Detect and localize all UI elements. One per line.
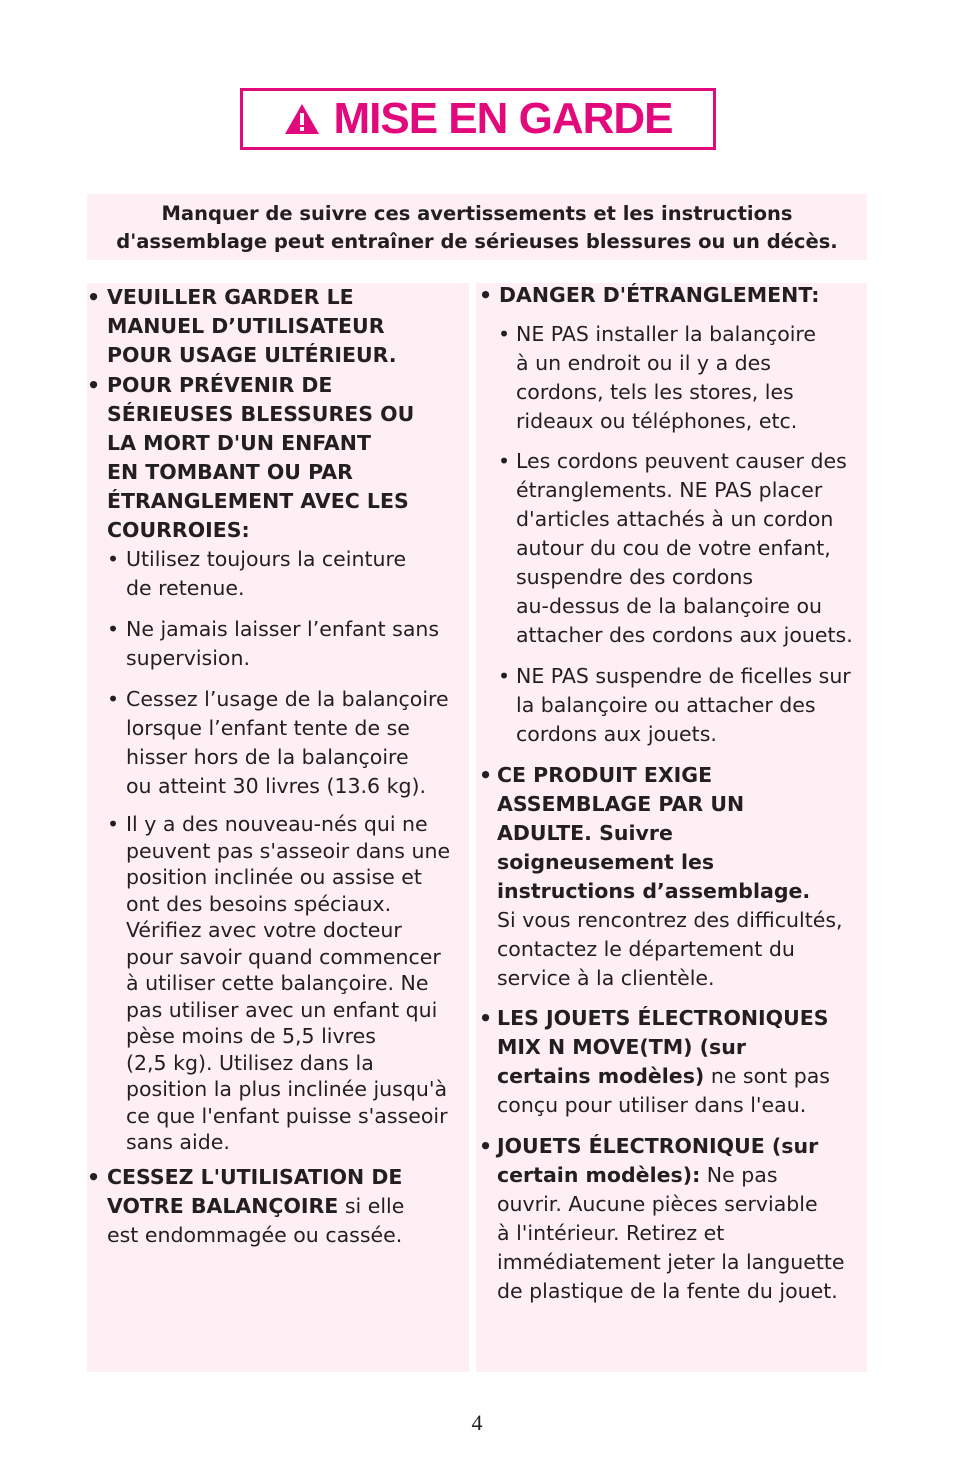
bullet-glyph: • <box>479 1006 493 1030</box>
bullet-glyph: • <box>479 1134 493 1158</box>
sub-item-newborn: Il y a des nouveau-nés qui ne peuvent pas s'asseoir dans une position inclinée ou assise et ont des besoins spéciaux. Vérifiez avec votre docteur pour savoir quand commencer à utiliser cette balançoire. Ne pas utiliser avec un enfant qui pèse moins de 5,5 livres (2,5 kg). Utilisez dans la position la plus inclinée jusqu'à ce que l'enfant puisse s'asseoir sans aide. <box>126 812 451 1154</box>
electronic-toy-open-item: JOUETS ÉLECTRONIQUE (sur certain modèles): Ne pas ouvrir. Aucune pièces serviable à l'intérieur. Retirez et immédiatement jeter la languette de plastique de la fente du jouet. <box>497 1134 845 1303</box>
strangulation-danger-item: DANGER D'ÉTRANGLEMENT: <box>499 283 820 307</box>
bullet-glyph: • <box>107 687 120 711</box>
warning-triangle-icon <box>283 102 321 136</box>
intro-line: d'assemblage peut entraîner de sérieuses blessures ou un décès. <box>116 230 838 253</box>
electronic-toys-water-item: LES JOUETS ÉLECTRONIQUES MIX N MOVE(TM) (sur certains modèles) ne sont pas conçu pour utiliser dans l'eau. <box>497 1006 830 1117</box>
intro-line: Manquer de suivre ces avertissements et les instructions <box>161 202 793 225</box>
adult-assembly-item: CE PRODUIT EXIGE ASSEMBLAGE PAR UN ADULTE. Suivre soigneusement les instructions d’assemblage. Si vous rencontrez des difficultés, contactez le département du service à la clientèle. <box>497 763 843 990</box>
bullet-glyph: • <box>107 812 120 836</box>
right-column <box>476 283 867 1372</box>
bullet-glyph: • <box>498 449 511 473</box>
sub-item-belt: Utilisez toujours la ceinture de retenue. <box>126 547 407 600</box>
bullet-glyph: • <box>87 285 101 309</box>
sub-item-install: NE PAS installer la balançoire à un endroit ou il y a des cordons, tels les stores, les rideaux ou téléphones, etc. <box>516 322 817 433</box>
bullet-glyph: • <box>479 283 493 307</box>
bullet-glyph: • <box>107 547 120 571</box>
bullet-glyph: • <box>498 664 511 688</box>
bullet-glyph: • <box>87 1165 101 1189</box>
prevent-injury-item: POUR PRÉVENIR DE SÉRIEUSES BLESSURES OU LA MORT D'UN ENFANT EN TOMBANT OU PAR ÉTRANGLEMENT AVEC LES COURROIES: <box>107 373 415 542</box>
intro-warning <box>87 194 867 260</box>
bullet-glyph: • <box>479 763 493 787</box>
sub-item-supervision: Ne jamais laisser l’enfant sans supervision. <box>126 617 440 670</box>
sub-item-strings: NE PAS suspendre de ficelles sur la balançoire ou attacher des cordons aux jouets. <box>516 664 851 746</box>
sub-item-stop-use: Cessez l’usage de la balançoire lorsque l’enfant tente de se hisser hors de la balançoire ou atteint 30 livres (13.6 kg). <box>126 687 449 798</box>
cease-use-item: CESSEZ L'UTILISATION DE VOTRE BALANÇOIRE si elle est endommagée ou cassée. <box>107 1165 405 1247</box>
sub-item-cords: Les cordons peuvent causer des étranglements. NE PAS placer d'articles attachés à un cordon autour du cou de votre enfant, suspendre des cordons au-dessus de la balançoire ou attacher des cordons aux jouets. <box>516 449 853 647</box>
keep-manual-item: VEUILLER GARDER LE MANUEL D’UTILISATEUR POUR USAGE ULTÉRIEUR. <box>107 285 397 367</box>
bullet-glyph: • <box>498 322 511 346</box>
warning-banner <box>240 88 716 150</box>
warning-title: MISE EN GARDE <box>333 94 673 143</box>
bullet-glyph: • <box>87 373 101 397</box>
bullet-glyph: • <box>107 617 120 641</box>
left-column <box>87 283 469 1372</box>
page-number: 4 <box>471 1410 483 1435</box>
